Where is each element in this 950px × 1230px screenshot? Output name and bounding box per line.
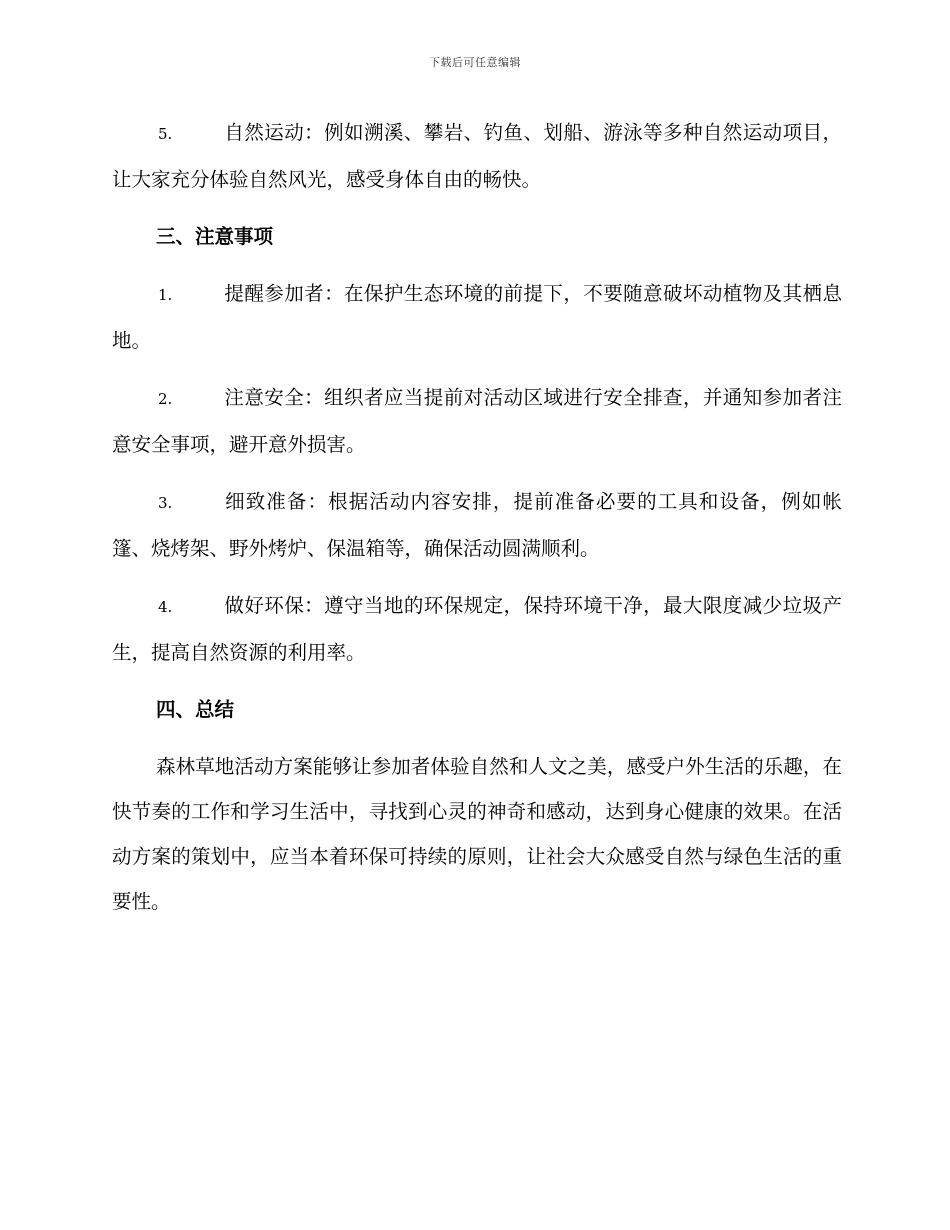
list-text: 注意安全：组织者应当提前对活动区域进行安全排查，并通知参加者注意安全事项，避开意外损害。 <box>112 386 842 456</box>
document-content <box>112 110 842 924</box>
list-number: 1. <box>158 286 173 304</box>
section-heading-precautions: 三、注意事项 <box>156 225 274 248</box>
list-item-environment <box>112 583 842 675</box>
list-item-preparation <box>112 479 842 571</box>
list-number: 5. <box>158 125 173 143</box>
list-item-remind-participants <box>112 271 842 363</box>
list-text: 做好环保：遵守当地的环保规定，保持环境干净，最大限度减少垃圾产生，提高自然资源的利用率。 <box>112 594 842 664</box>
summary-paragraph: 森林草地活动方案能够让参加者体验自然和人文之美，感受户外生活的乐趣，在快节奏的工作和学习生活中，寻找到心灵的神奇和感动，达到身心健康的效果。在活动方案的策划中，应当本着环保可持续的原则，让社会大众感受自然与绿色生活的重要性。 <box>112 755 842 913</box>
list-number: 2. <box>158 390 173 408</box>
list-text: 自然运动：例如溯溪、攀岩、钓鱼、划船、游泳等多种自然运动项目，让大家充分体验自然风光，感受身体自由的畅快。 <box>112 121 842 191</box>
list-text: 提醒参加者：在保护生态环境的前提下，不要随意破坏动植物及其栖息地。 <box>112 282 842 352</box>
section-heading-summary: 四、总结 <box>156 698 235 721</box>
list-number: 3. <box>158 494 173 512</box>
list-item-safety <box>112 375 842 467</box>
list-number: 4. <box>158 598 173 616</box>
header-note: 下载后可任意编辑 <box>429 56 521 69</box>
list-text: 细致准备：根据活动内容安排，提前准备必要的工具和设备，例如帐篷、烧烤架、野外烤炉、保温箱等，确保活动圆满顺利。 <box>112 490 842 560</box>
list-item-nature-sports <box>112 110 842 202</box>
